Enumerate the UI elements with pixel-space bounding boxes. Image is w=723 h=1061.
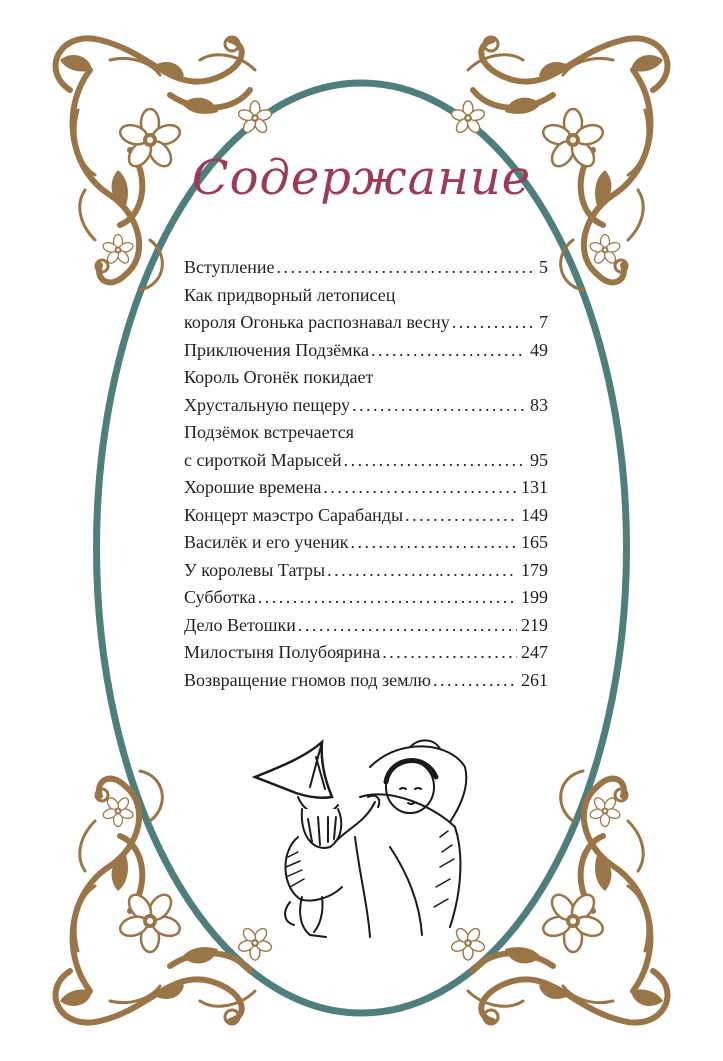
toc-entry-line <box>184 419 548 447</box>
toc-entry <box>184 419 548 474</box>
toc-entry-row <box>184 557 548 585</box>
toc-entry <box>184 612 548 640</box>
toc-page-number: 219 <box>521 614 548 635</box>
dot-leader <box>323 474 517 502</box>
toc-entry <box>184 502 548 530</box>
toc-entry-line <box>184 282 548 310</box>
corner-ornament-bottom-left <box>56 771 273 1024</box>
toc-entry-title: Василёк и его ученик <box>184 532 349 552</box>
dot-leader <box>405 502 517 530</box>
toc-entry-title: Подзёмок встречается <box>184 422 354 442</box>
toc-entry-title: короля Огонька распознавал весну <box>184 312 450 332</box>
toc-entry-row <box>184 612 548 640</box>
toc-entry-title: У королевы Татры <box>184 559 326 580</box>
toc-page-number: 199 <box>521 587 548 607</box>
page-title: Содержание <box>191 150 532 206</box>
toc-entry-title: Субботка <box>184 587 256 607</box>
toc-entry <box>184 557 548 585</box>
toc-entry-title: с сироткой Марысей <box>184 449 342 470</box>
dot-leader <box>258 584 517 612</box>
toc-page-number: 95 <box>530 449 548 470</box>
toc-entry-row <box>184 529 548 557</box>
toc-entry-title: Дело Ветошки <box>184 614 296 635</box>
toc-entry <box>184 474 548 502</box>
toc-entry-row <box>184 639 548 667</box>
dot-leader <box>382 639 517 667</box>
dot-leader <box>344 447 526 475</box>
toc-entry-row <box>184 474 548 502</box>
toc-entry-title: Вступление <box>184 257 275 277</box>
dot-leader <box>276 254 535 282</box>
toc-entry-row <box>184 337 548 365</box>
dot-leader <box>433 667 517 695</box>
toc-entry <box>184 337 548 365</box>
toc-entry-title: Как придворный летописец <box>184 284 396 305</box>
toc-entry-title: Король Огонёк покидает <box>184 367 374 387</box>
dot-leader <box>350 529 517 557</box>
toc-entry-row <box>184 254 548 282</box>
table-of-contents <box>184 254 548 694</box>
toc-entry-row <box>184 667 548 695</box>
toc-entry-title: Концерт маэстро Сарабанды <box>184 504 404 525</box>
toc-entry <box>184 364 548 419</box>
toc-page-number: 165 <box>521 532 548 552</box>
toc-page-number: 149 <box>521 504 548 525</box>
toc-page-number: 261 <box>521 669 548 690</box>
toc-page-number: 179 <box>521 559 548 580</box>
toc-entry-row <box>184 392 548 420</box>
toc-entry <box>184 529 548 557</box>
toc-entry-row <box>184 584 548 612</box>
toc-entry-title: Хрустальную пещеру <box>184 394 350 415</box>
toc-page-number: 83 <box>530 394 548 415</box>
toc-page-number: 7 <box>539 312 548 332</box>
dot-leader <box>352 392 526 420</box>
toc-entry-title: Приключения Подзёмка <box>184 339 370 360</box>
toc-page-number: 5 <box>539 257 548 277</box>
toc-entry-row <box>184 502 548 530</box>
toc-entry <box>184 584 548 612</box>
toc-entry-title: Возвращение гномов под землю <box>184 669 431 690</box>
toc-page-number: 247 <box>521 642 548 662</box>
toc-page-number: 131 <box>521 477 548 497</box>
toc-entry <box>184 667 548 695</box>
corner-ornament-bottom-right <box>450 771 667 1024</box>
dot-leader <box>452 309 535 337</box>
toc-entry <box>184 282 548 337</box>
toc-entry <box>184 254 548 282</box>
toc-entry-line <box>184 364 548 392</box>
toc-entry-title: Милостыня Полубоярина <box>184 642 381 662</box>
toc-entry-row <box>184 447 548 475</box>
toc-entry-title: Хорошие времена <box>184 477 322 497</box>
gnome-and-girl-illustration <box>250 727 475 942</box>
toc-page-number: 49 <box>530 339 548 360</box>
dot-leader <box>327 557 517 585</box>
toc-entry <box>184 639 548 667</box>
dot-leader <box>371 337 526 365</box>
toc-entry-row <box>184 309 548 337</box>
dot-leader <box>298 612 517 640</box>
